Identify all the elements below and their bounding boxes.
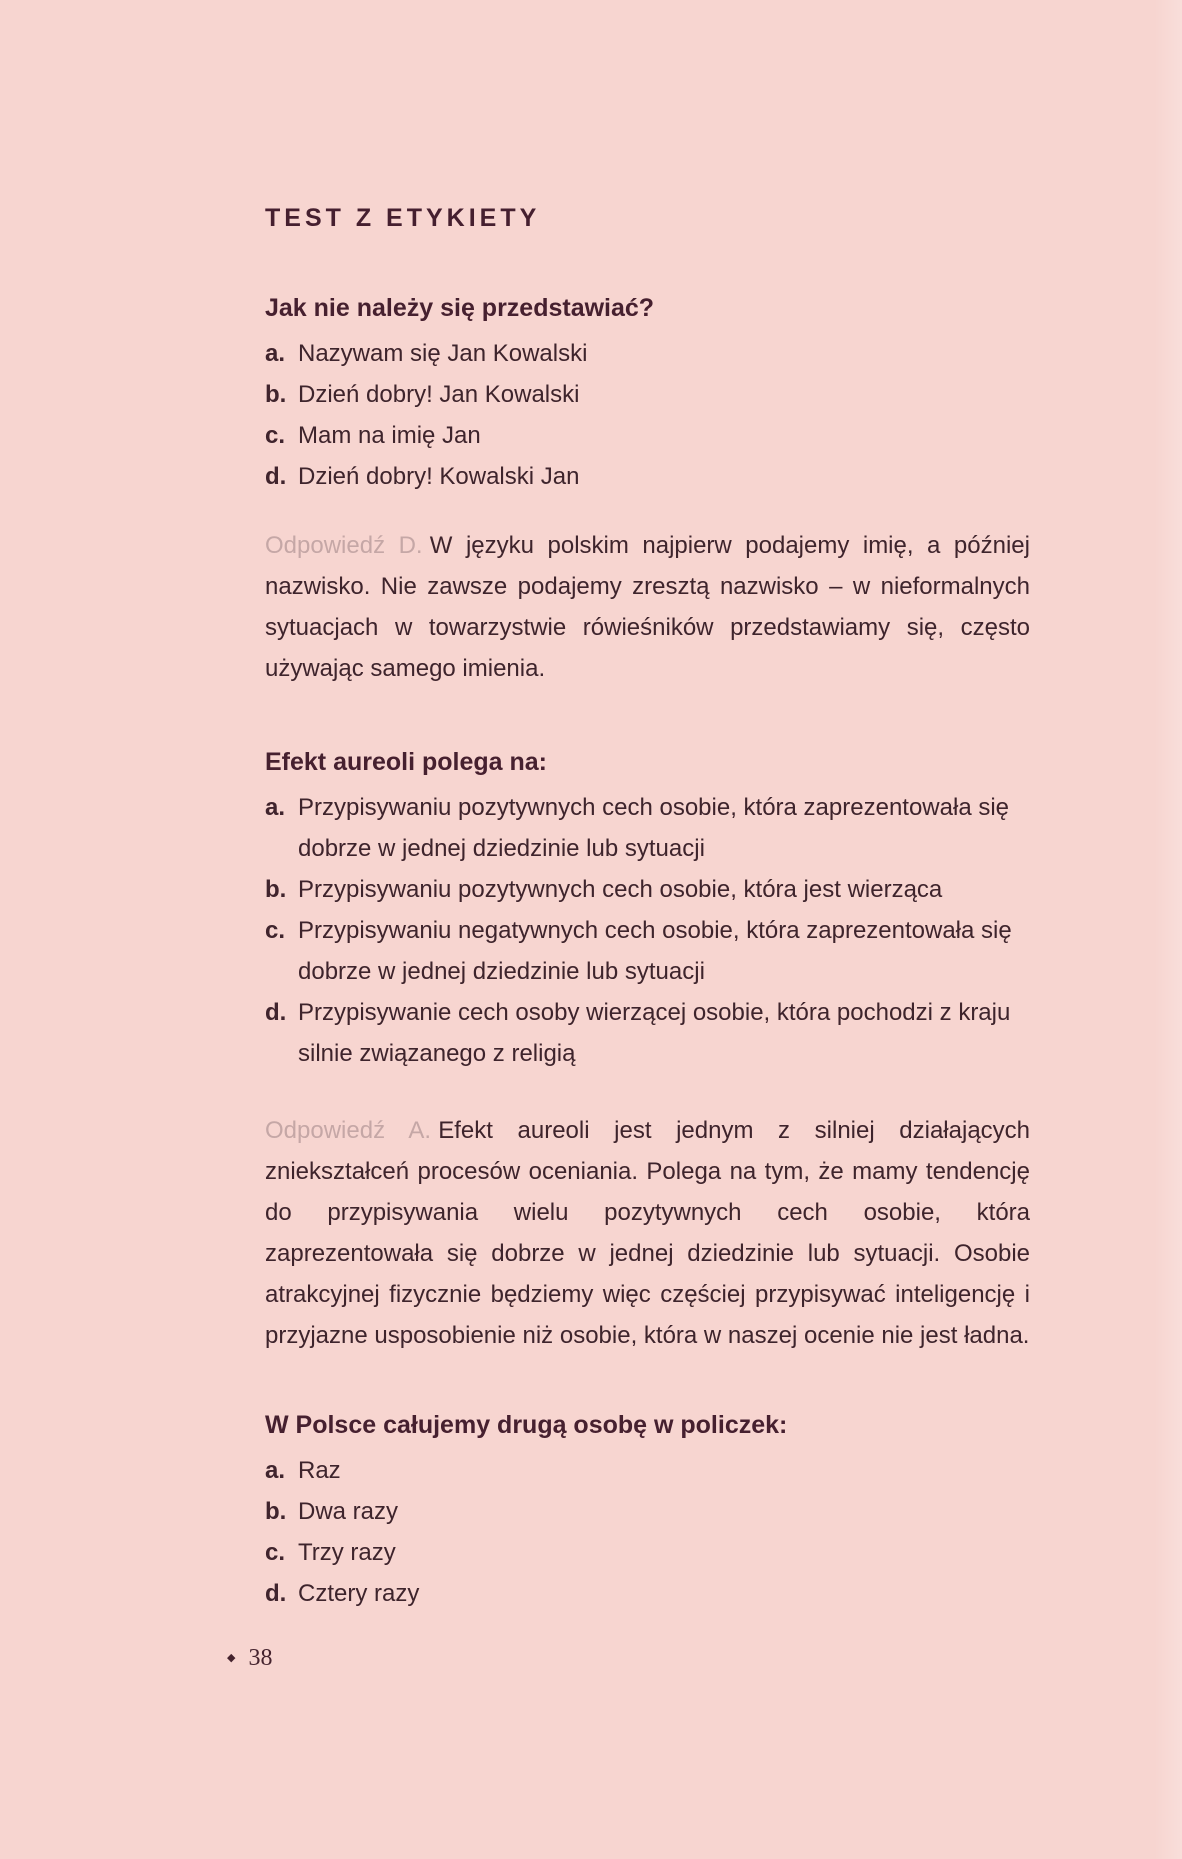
option-row — [265, 1532, 1030, 1573]
page-footer — [227, 1646, 272, 1670]
option-row — [265, 456, 1030, 497]
option-row — [265, 869, 1030, 910]
answer-label: Odpowiedź A. — [265, 1117, 432, 1144]
page-content — [265, 203, 1030, 1614]
page-number: 38 — [248, 1645, 273, 1671]
option-letter: d. — [265, 999, 287, 1026]
option-text: Przypisywaniu negatywnych cech osobie, która zaprezentowała się dobrze w jednej dziedzinie lub sytuacji — [298, 917, 1012, 985]
option-text: Trzy razy — [298, 1539, 396, 1566]
option-letter: c. — [265, 1539, 286, 1566]
question-block-3 — [265, 1408, 1030, 1614]
option-text: Mam na imię Jan — [298, 422, 481, 449]
option-row — [265, 333, 1030, 374]
option-row — [265, 1491, 1030, 1532]
option-row — [265, 992, 1030, 1074]
option-letter: d. — [265, 463, 287, 490]
option-letter: a. — [265, 794, 286, 821]
options-list — [265, 1450, 1030, 1614]
option-row — [265, 1573, 1030, 1614]
option-text: Przypisywaniu pozytywnych cech osobie, która jest wierząca — [298, 876, 943, 903]
option-row — [265, 787, 1030, 869]
option-letter: c. — [265, 917, 286, 944]
option-letter: a. — [265, 340, 286, 367]
answer-label: Odpowiedź D. — [265, 532, 423, 559]
option-letter: b. — [265, 1498, 287, 1525]
option-text: Nazywam się Jan Kowalski — [298, 340, 588, 367]
question-heading: Jak nie należy się przedstawiać? — [265, 294, 655, 322]
answer-paragraph — [265, 525, 1030, 689]
option-text: Dzień dobry! Jan Kowalski — [298, 381, 580, 408]
answer-paragraph — [265, 1110, 1030, 1356]
option-text: Przypisywaniu pozytywnych cech osobie, która zaprezentowała się dobrze w jednej dziedzinie lub sytuacji — [298, 794, 1010, 862]
option-letter: c. — [265, 422, 286, 449]
option-letter: b. — [265, 381, 287, 408]
option-text: Przypisywanie cech osoby wierzącej osobie, która pochodzi z kraju silnie związanego z religią — [298, 999, 1011, 1067]
option-text: Raz — [298, 1457, 341, 1484]
option-letter: b. — [265, 876, 287, 903]
question-block-2 — [265, 745, 1030, 1356]
option-text: Dwa razy — [298, 1498, 399, 1525]
option-row — [265, 910, 1030, 992]
answer-text: W języku polskim najpierw podajemy imię, a później nazwisko. Nie zawsze podajemy zresztą nazwisko – w nieformalnych sytuacjach w towarzystwie rówieśników przedstawiamy się, często używając samego imienia. — [265, 532, 1030, 682]
option-text: Dzień dobry! Kowalski Jan — [298, 463, 580, 490]
option-text: Cztery razy — [298, 1580, 420, 1607]
option-row — [265, 374, 1030, 415]
options-list — [265, 333, 1030, 497]
question-heading: W Polsce całujemy drugą osobę w policzek: — [265, 1411, 788, 1439]
option-letter: a. — [265, 1457, 286, 1484]
question-heading: Efekt aureoli polega na: — [265, 748, 548, 776]
option-row — [265, 415, 1030, 456]
option-letter: d. — [265, 1580, 287, 1607]
question-block-1 — [265, 291, 1030, 689]
options-list — [265, 787, 1030, 1074]
option-row — [265, 1450, 1030, 1491]
diamond-icon: ◆ — [227, 1651, 236, 1664]
answer-text: Efekt aureoli jest jednym z silniej działających zniekształceń procesów oceniania. Polega na tym, że mamy tendencję do przypisywania wielu pozytywnych cech osobie, która zaprezentowała się dobrze w jednej dziedzinie lub sytuacji. Osobie atrakcyjnej fizycznie będziemy więc częściej przypisywać inteligencję i przyjazne usposobienie niż osobie, która w naszej ocenie nie jest ładna. — [265, 1117, 1031, 1349]
page-title: TEST Z ETYKIETY — [265, 204, 541, 232]
